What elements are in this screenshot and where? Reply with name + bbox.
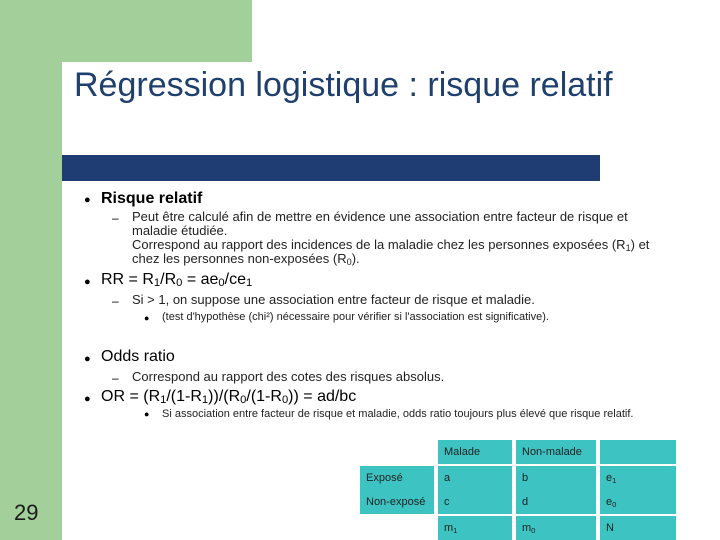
bullet-dot-small: ●: [144, 409, 150, 419]
green-top-band: [0, 0, 252, 62]
dash-marker: –: [112, 294, 119, 308]
table-cell: $m_0$: [516, 516, 596, 540]
bullet-dot: ●: [84, 393, 91, 405]
bullet-or-formula: OR = $(R_1/(1-R_1))/(R_0/(1-R_0)) = ad/bc$: [101, 388, 357, 406]
table-cell: $e_0$: [600, 490, 676, 514]
title-underline-bar: [62, 155, 600, 181]
table-cell: Exposé: [360, 466, 434, 490]
table-cell: d: [516, 490, 596, 514]
bullet-dot: ●: [84, 276, 91, 288]
table-header-cell: [600, 440, 676, 464]
table-header-cell: Non-malade: [516, 440, 596, 464]
table-row: [360, 490, 678, 514]
table-cell: Non-exposé: [360, 490, 434, 514]
table-cell: N: [600, 516, 676, 540]
sub-rapport-cotes: Correspond au rapport des cotes des risques absolus.: [132, 369, 445, 384]
slide-title: Régression logistique : risque relatif: [74, 66, 613, 104]
table-cell: $m_1$: [438, 516, 512, 540]
table-cell: $e_1$: [600, 466, 676, 490]
table-cell: c: [438, 490, 512, 514]
sub-si-superieur: Si > 1, on suppose une association entre facteur de risque et maladie.: [132, 292, 535, 307]
table-cell: b: [516, 466, 596, 490]
green-side-band: [0, 0, 62, 540]
bullet-rr-formula: RR = $R_1/R_0 = ae_0/ce_1$: [101, 271, 253, 289]
bullet-odds-ratio: Odds ratio: [101, 348, 175, 365]
dash-marker: –: [112, 211, 119, 225]
table-row: [360, 516, 678, 540]
subsub-odds-plus-eleve: Si association entre facteur de risque et maladie, odds ratio toujours plus élevé que risque relatif.: [162, 408, 634, 420]
slide-number: 29: [14, 500, 39, 525]
bullet-dot-small: ●: [144, 313, 150, 323]
table-header-row: [360, 440, 678, 464]
sub-calcul: Peut être calculé afin de mettre en évidence une association entre facteur de risque et maladie étudiée. Correspond au rapport des incidences de la maladie chez les personnes exposées $(R_1)$ et chez les personnes non-exposées $(R_0)$.: [132, 209, 650, 267]
table-row: [360, 466, 678, 490]
subsub-test-hypothese: (test d'hypothèse (chi²) nécessaire pour vérifier si l'association est significative).: [162, 311, 549, 323]
table-cell: a: [438, 466, 512, 490]
bullet-dot: ●: [84, 194, 91, 206]
table-header-cell: Malade: [438, 440, 512, 464]
bullet-dot: ●: [84, 353, 91, 365]
bullet-risque-relatif: Risque relatif: [101, 190, 203, 207]
dash-marker: –: [112, 371, 119, 385]
